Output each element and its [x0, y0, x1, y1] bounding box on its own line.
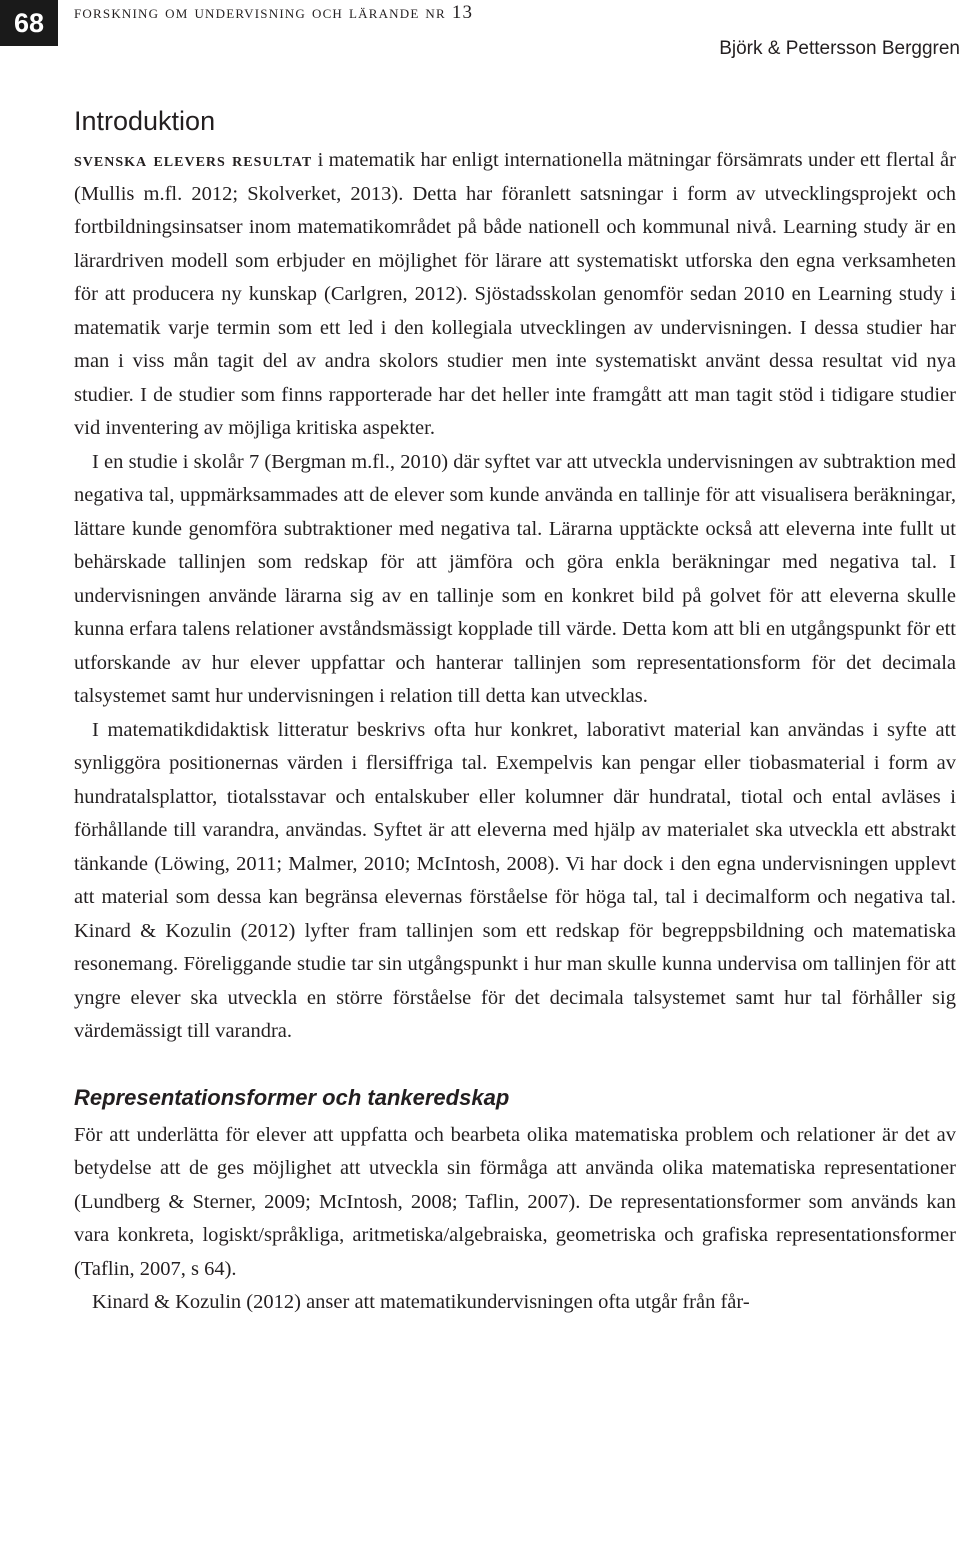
- paragraph-2: I en studie i skolår 7 (Bergman m.fl., 2010) där syftet var att utveckla undervisningen av subtraktion med negativa tal, uppmärksammades att de elever som kunde använda en tallinje för att visualisera beräkningar, lättare kunde genomföra subtraktioner med negativa tal. Lärarna upptäckte också att eleverna inte fullt ut behärskade tallinjen som redskap för att jämföra och göra enkla beräkningar med negativa tal. I undervisningen använde lärarna sig av en tallinje som en konkret bild på golvet för att eleverna skulle kunna erfara talens relationer avståndsmässigt kopplade till värde. Detta kom att bli en utgångspunkt för ett utforskande av hur elever uppfattar och hanterar tallinjen som representationsform för det decimala talsystemet samt hur undervisningen i relation till detta kan utvecklas.: [74, 450, 956, 707]
- running-title: forskning om undervisning och lärande nr 13: [74, 2, 474, 23]
- paragraph-5: Kinard & Kozulin (2012) anser att matematikundervisningen ofta utgår från får-: [92, 1291, 750, 1313]
- paragraph-4: För att underlätta för elever att uppfatta och bearbeta olika matematiska problem och relationer är det av betydelse att de ges möjlighet att utveckla sin förmåga att använda olika matematiska representationer (Lundberg & Sterner, 2009; McIntosh, 2008; Taflin, 2007). De representationsformer som används kan vara konkreta, logiskt/språkliga, aritmetiska/algebraiska, geometriska och grafiska representationsformer (Taflin, 2007, s 64).: [74, 1123, 956, 1280]
- lead-in-text: svenska elevers resultat: [74, 149, 313, 171]
- paragraph-1-body: i matematik har enligt internationella mätningar försämrats under ett flertal år (Mullis m.fl. 2012; Skolverket, 2013). Detta har föranlett satsningar i form av utvecklingsprojekt och fortbildningsinsatser inom matematikområdet på både nationell och kommunal nivå. Learning study är en lärardriven modell som erbjuder en möjlighet för lärare att systematiskt utforska den egna verksamheten för att producera ny kunskap (Carlgren, 2012). Sjöstadsskolan genomför sedan 2010 en Learning study i matematik varje termin som ett led i den kollegiala utvecklingen av undervisningen. I dessa studier har man i viss mån tagit del av andra skolors studier men inte systematiskt använt dessa resultat vid nya studier. I de studier som finns rapporterade har det heller inte framgått att man tagit stöd i tidigare studier vid inventering av möjliga kritiska aspekter.: [74, 149, 956, 439]
- article-body: [74, 104, 956, 1320]
- page-number: 68: [0, 0, 58, 46]
- paragraph-1: [74, 144, 956, 446]
- section-heading-introduktion: Introduktion: [74, 106, 216, 136]
- running-authors: Björk & Pettersson Berggren: [719, 38, 960, 59]
- section-heading-representationsformer: Representationsformer och tankeredskap: [74, 1084, 510, 1110]
- paragraph-3: I matematikdidaktisk litteratur beskrivs ofta hur konkret, laborativt material kan användas i syfte att synliggöra positionernas värden i flersiffriga tal. Exempelvis kan pengar eller tiobasmaterial i form av hundratalsplattor, tiotalsstavar och entalskuber eller kolumner där hundratal, tiotal och ental avläses i förhållande till varandra, användas. Syftet är att eleverna med hjälp av materialet ska utveckla ett abstrakt tänkande (Löwing, 2011; Malmer, 2010; McIntosh, 2008). Vi har dock i den egna undervisningen upplevt att material som dessa kan begränsa elevernas förståelse för höga tal, tal i decimalform och negativa tal. Kinard & Kozulin (2012) lyfter fram tallinjen som ett redskap för begreppsbildning och matematiska resonemang. Föreliggande studie tar sin utgångspunkt i hur man skulle kunna undervisa om tallinjen för att yngre elever ska utveckla en större förståelse för det decimala talsystemet samt hur tal förhåller sig värdemässigt till varandra.: [74, 718, 956, 1042]
